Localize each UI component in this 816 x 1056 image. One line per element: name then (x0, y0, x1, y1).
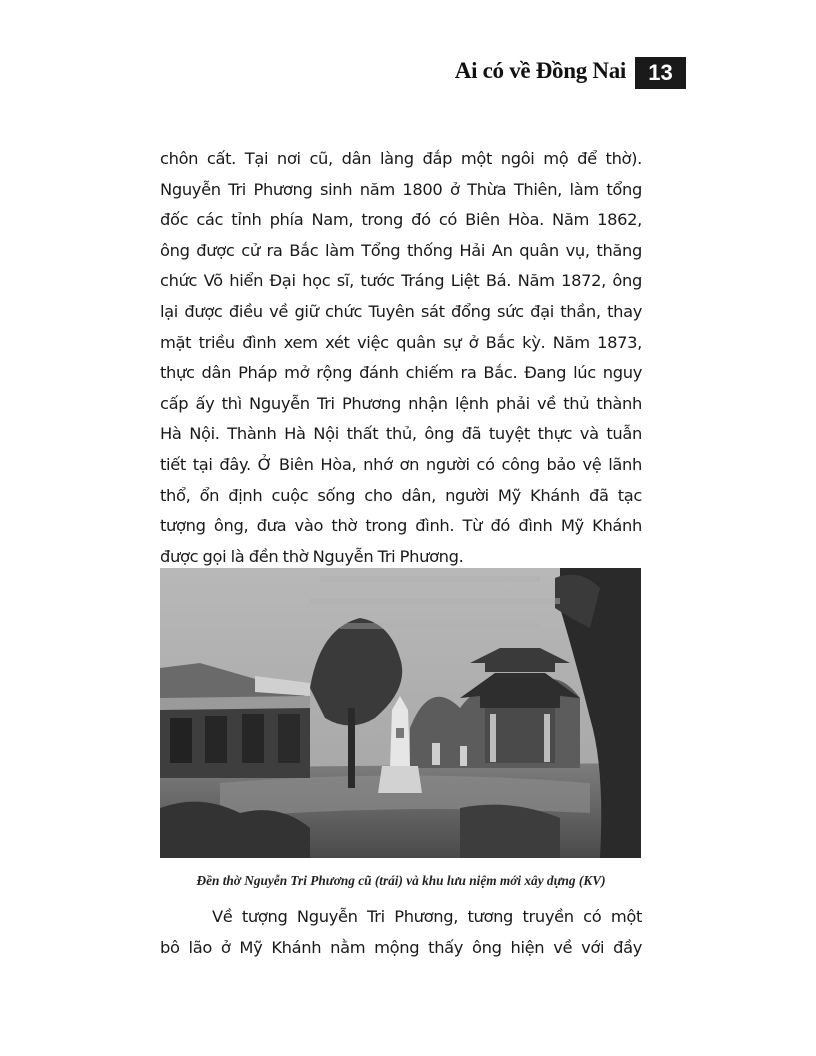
text-line: bô lão ở Mỹ Khánh nằm mộng thấy ông hiện về với đầy (160, 937, 642, 957)
paragraph-2 (160, 902, 642, 963)
text-line: chôn cất. Tại nơi cũ, dân làng đắp một ngôi mộ để thờ). (160, 149, 642, 168)
text-line: lại được điều về giữ chức Tuyên sát đổng sức đại thần, thay (160, 301, 642, 321)
paragraph-1 (160, 144, 642, 572)
text-line: được gọi là đền thờ Nguyễn Tri Phương. (160, 546, 464, 566)
running-header-title: Ai có về Đồng Nai (454, 58, 626, 83)
text-line: tiết tại đây. Ở Biên Hòa, nhớ ơn người có công bảo vệ lãnh (160, 454, 642, 474)
text-line: chức Võ hiển Đại học sĩ, tước Tráng Liệt Bá. Năm 1872, ông (160, 271, 642, 291)
temple-photo (160, 568, 641, 858)
text-line: đốc các tỉnh phía Nam, trong đó có Biên Hòa. Năm 1862, (160, 210, 642, 230)
figure-caption: Đền thờ Nguyễn Tri Phương cũ (trái) và khu lưu niệm mới xây dựng (KV) (196, 873, 606, 888)
text-line: Nguyễn Tri Phương sinh năm 1800 ở Thừa Thiên, làm tổng (160, 179, 642, 199)
text-line: tượng ông, đưa vào thờ trong đình. Từ đó đình Mỹ Khánh (160, 516, 642, 536)
text-line: Về tượng Nguyễn Tri Phương, tương truyền có một (212, 907, 642, 926)
text-line: mặt triều đình xem xét việc quân sự ở Bắc kỳ. Năm 1873, (160, 332, 642, 352)
text-line: cấp ấy thì Nguyễn Tri Phương nhận lệnh phải về thủ thành (160, 393, 642, 413)
page-number: 13 (635, 57, 686, 89)
text-line: ông được cử ra Bắc làm Tổng thống Hải An quân vụ, thăng (160, 240, 642, 260)
text-line: thực dân Pháp mở rộng đánh chiếm ra Bắc. Đang lúc nguy (160, 363, 642, 383)
text-line: Hà Nội. Thành Hà Nội thất thủ, ông đã tuyệt thực và tuẫn (160, 424, 642, 444)
text-line: thổ, ổn định cuộc sống cho dân, người Mỹ Khánh đã tạc (160, 485, 642, 505)
